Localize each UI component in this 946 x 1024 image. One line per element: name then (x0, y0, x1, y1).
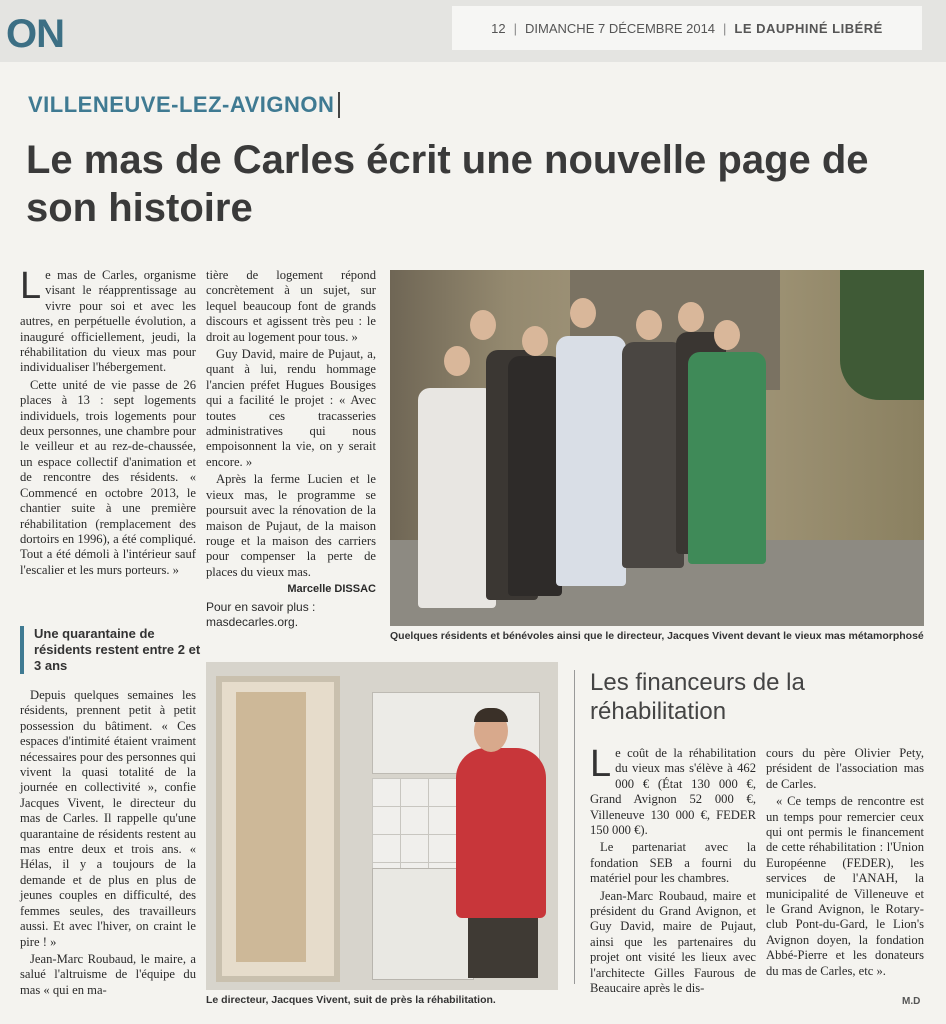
sidebar-subhead: Les financeurs de la réhabilitation (590, 669, 805, 725)
person-figure (418, 388, 496, 608)
article-paragraph: Depuis quelques semaines les résidents, prennent petit à petit possession du bâtiment. « Ces espaces d'intimité étaient vraiment nécessaires pour des personnes qui vivent la quasi totalité de la journée en collectivité », confie Jacques Vivent, le directeur du mas de Carles. Il rappelle qu'une quarantaine de résidents restent au mas entre deux et trois ans. « Hélas, il y a toujours de la demande et de plus en plus de jeunes couples en difficulté, des femmes seules, des travailleurs aussi. Et avec l'hiver, on craint le pire ! » (20, 688, 196, 949)
sidebar-column-1 (590, 743, 756, 999)
paragraph-text: e coût de la réhabilitation du vieux mas s'élève à 462 000 € (État 130 000 €, Grand Avignon 52 000 €, Villeneuve 130 000 €, FEDER 150 000 €). (590, 746, 756, 838)
photo-foliage (840, 270, 924, 400)
article-paragraph: « Ce temps de rencontre est un temps pour remercier ceux qui ont permis le financement de cette réhabilitation : l'Union Européenne (FEDER), les services de l'ANAH, la municipalité de Villeneuve et le Grand Avignon, le Rotary-club Pont-du-Gard, le Lion's Avignon doyen, la fondation Abbé-Pierre et les donateurs du mas de Carles, etc ». (766, 794, 924, 978)
person-figure (622, 342, 684, 568)
group-photo (390, 270, 924, 626)
section-mark: ON (6, 12, 64, 56)
person-red-jacket (456, 748, 546, 918)
page-number: 12 (491, 20, 506, 36)
person-legs (468, 918, 538, 978)
article-paragraph: Cette unité de vie passe de 26 places à 13 : sept logements individuels, trois logements pour deux personnes, une chambre pour le veilleur et au rez-de-chaussée, un espace collectif d'animation et de rencontre des résidents. « Commencé en octobre 2013, le chantier suite à une première réhabilitation (remplacement des dortoirs en 1996), a été compliqué. Tout a été démoli à l'intérieur sauf l'escalier et les murs porteurs. » (20, 377, 196, 577)
person-head (714, 320, 740, 350)
article-paragraph: tière de logement répond concrètement à un sujet, sur lequel beaucoup font de grands discours et agissent très peu : le droit au logement pour tous. » (206, 268, 376, 344)
paragraph-text: e mas de Carles, organisme visant le réapprentissage au vivre pour soi et avec les autres, en perpétuelle évolution, a inauguré officiellement, jeudi, la réhabilitation du vieux mas pour individualiser l'hébergement. (20, 268, 196, 375)
pull-quote: Une quarantaine de résidents restent entre 2 et 3 ans (20, 626, 204, 674)
byline: Marcelle DISSAC (287, 583, 376, 596)
article-headline: Le mas de Carles écrit une nouvelle page de son histoire (26, 138, 869, 230)
photo-room-interior (236, 692, 306, 962)
article-paragraph (590, 743, 756, 838)
person-figure (688, 352, 766, 564)
sidebar-divider (574, 670, 575, 984)
drop-cap: L (590, 743, 612, 785)
article-paragraph: Après la ferme Lucien et le vieux mas, le programme se poursuit avec la rénovation de la maison de Pujaut, de la maison rouge et la maison des carriers pour compenser la perte de places du vieux mas. (206, 472, 376, 579)
dateline-separator: | (723, 20, 727, 36)
article-paragraph: Le partenariat avec la fondation SEB a fourni du matériel pour les chambres. (590, 840, 756, 886)
dateline (452, 6, 922, 50)
article-paragraph: cours du père Olivier Pety, président de l'association mas de Carles. (766, 746, 924, 791)
person-head (522, 326, 548, 356)
article-paragraph: Jean-Marc Roubaud, le maire, a salué l'altruisme de l'équipe du mas « qui en ma- (20, 951, 196, 997)
more-info-link[interactable]: Pour en savoir plus : masdecarles.org. (206, 599, 316, 629)
article-paragraph (20, 265, 196, 376)
newspaper-name: LE DAUPHINÉ LIBÉRÉ (734, 20, 883, 36)
issue-date: DIMANCHE 7 DÉCEMBRE 2014 (525, 20, 716, 36)
photo-caption: Quelques résidents et bénévoles ainsi que le directeur, Jacques Vivent devant le vieux mas métamorphosé (390, 630, 924, 642)
person-head (470, 310, 496, 340)
dateline-separator: | (513, 20, 518, 36)
person-head (570, 298, 596, 328)
article-column-1-continued (20, 688, 196, 1000)
article-column-2 (206, 268, 376, 632)
sidebar-column-2 (766, 746, 924, 981)
person-head (444, 346, 470, 376)
article-kicker: VILLENEUVE-LEZ-AVIGNON (28, 92, 335, 117)
person-head (678, 302, 704, 332)
drop-cap: L (20, 265, 42, 307)
kicker-divider (338, 92, 340, 118)
person-figure (508, 356, 562, 596)
photo-caption: Le directeur, Jacques Vivent, suit de près la réhabilitation. (206, 994, 496, 1006)
article-column-1 (20, 265, 196, 580)
person-figure (556, 336, 626, 586)
director-photo (206, 662, 558, 990)
author-initials: M.D (902, 996, 921, 1007)
article-paragraph: Guy David, maire de Pujaut, a, quant à lui, rendu hommage l'ancien préfet Hugues Bousiges qui a facilité le projet : « Avec toutes ces tracasseries administratives qui nous empoisonnent la vie, on y serait encore. » (206, 347, 376, 469)
article-paragraph: Jean-Marc Roubaud, maire et président du Grand Avignon, et Guy David, maire de Pujaut, ainsi que les partenaires du projet ont visité les lieux avec l'architecte Gilles Faurous de Beaucaire après le dis- (590, 888, 756, 996)
person-head (636, 310, 662, 340)
